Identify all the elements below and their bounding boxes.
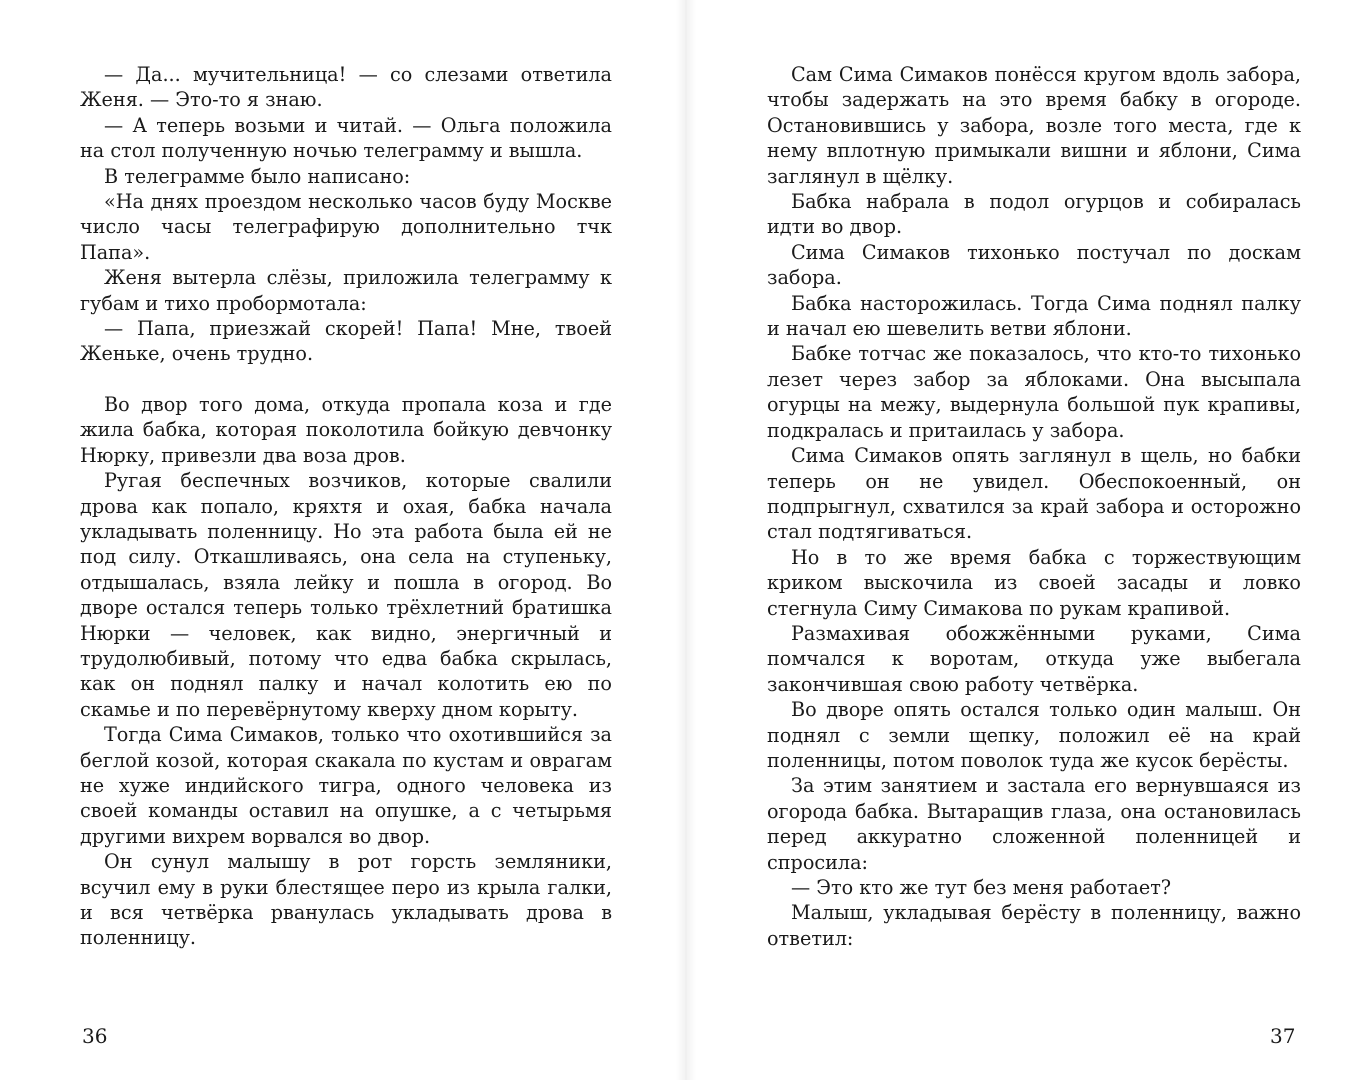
paragraph: — Да... мучительница! — со слезами ответила Женя. — Это-то я знаю. <box>80 63 612 112</box>
paragraph: Бабке тотчас же показалось, что кто-то тихонько лезет через забор за яблоками. Она высыпала огурцы на межу, выдернула большой пук крапивы, подкралась и притаилась у забора. <box>767 342 1301 442</box>
paragraph: Тогда Сима Симаков, только что охотившийся за беглой козой, которая скакала по кустам и оврагам не хуже индийского тигра, одного человека из своей команды оставил на опушке, а с четырьмя другими вихрем ворвался во двор. <box>80 723 612 848</box>
paragraph: За этим занятием и застала его вернувшаяся из огорода бабка. Вытаращив глаза, она остановилась перед аккуратно сложенной поленницей и спросила: <box>767 774 1301 874</box>
page-number-left: 36 <box>82 1024 108 1048</box>
paragraph: Сам Сима Симаков понёсся кругом вдоль забора, чтобы задержать на это время бабку в огороде. Остановившись у забора, возле того места, где к нему вплотную примыкали вишни и яблони, Сима заглянул в щёлку. <box>767 63 1301 188</box>
book-gutter <box>676 0 696 1080</box>
paragraph: — А теперь возьми и читай. — Ольга положила на стол полученную ночью телеграмму и вышла. <box>80 113 612 163</box>
paragraph: Размахивая обожжёнными руками, Сима помчался к воротам, откуда уже выбегала закончившая свою работу четвёрка. <box>767 621 1301 696</box>
page-number-right: 37 <box>1270 1024 1296 1048</box>
paragraph: Ругая беспечных возчиков, которые свалили дрова как попало, кряхтя и охая, бабка начала укладывать поленницу. Но эта работа была ей не под силу. Откашливаясь, она села на ступеньку, отдышалась, взяла лейку и пошла в огород. Во дворе остался теперь только трёхлетний братишка Нюрки — человек, как видно, энергичный и трудолюбивый, потому что едва бабка скрылась, как он поднял палку и начал колотить ею по скамье и по перевёрнутому кверху дном корыту. <box>80 469 612 721</box>
paragraph: Сима Симаков опять заглянул в щель, но бабки теперь он не увидел. Обеспокоенный, он подпрыгнул, схватился за край забора и осторожно стал подтягиваться. <box>767 444 1301 544</box>
paragraph: Бабка насторожилась. Тогда Сима поднял палку и начал ею шевелить ветви яблони. <box>767 291 1301 341</box>
paragraph: «На днях проездом несколько часов буду Москве число часы телеграфирую дополнительно тчк Папа». <box>80 190 612 264</box>
paragraph: — Это кто же тут без меня работает? <box>791 876 1172 899</box>
paragraph: Он сунул малышу в рот горсть земляники, всучил ему в руки блестящее перо из крыла галки, и вся четвёрка рванулась укладывать дрова в поленницу. <box>80 850 612 950</box>
paragraph: — Папа, приезжай скорей! Папа! Мне, твоей Женьке, очень трудно. <box>80 317 612 366</box>
paragraph: Бабка набрала в подол огурцов и собиралась идти во двор. <box>767 190 1301 239</box>
paragraph: В телеграмме было написано: <box>104 164 411 188</box>
paragraph: Сима Симаков тихонько постучал по доскам забора. <box>767 240 1301 290</box>
paragraph: Во двор того дома, откуда пропала коза и где жила бабка, которая поколотила бойкую девчонку Нюрку, привезли два воза дров. <box>80 392 612 467</box>
paragraph: Женя вытерла слёзы, приложила телеграмму к губам и тихо пробормотала: <box>80 266 612 315</box>
paragraph: Малыш, укладывая берёсту в поленницу, важно ответил: <box>767 901 1301 950</box>
left-page <box>80 62 612 951</box>
paragraph: Во дворе опять остался только один малыш. Он поднял с земли щепку, положил её на край поленницы, потом поволок туда же кусок берёсты. <box>767 698 1301 772</box>
right-page <box>767 62 1301 951</box>
paragraph: Но в то же время бабка с торжествующим криком выскочила из своей засады и ловко стегнула Симу Симакова по рукам крапивой. <box>767 545 1301 620</box>
